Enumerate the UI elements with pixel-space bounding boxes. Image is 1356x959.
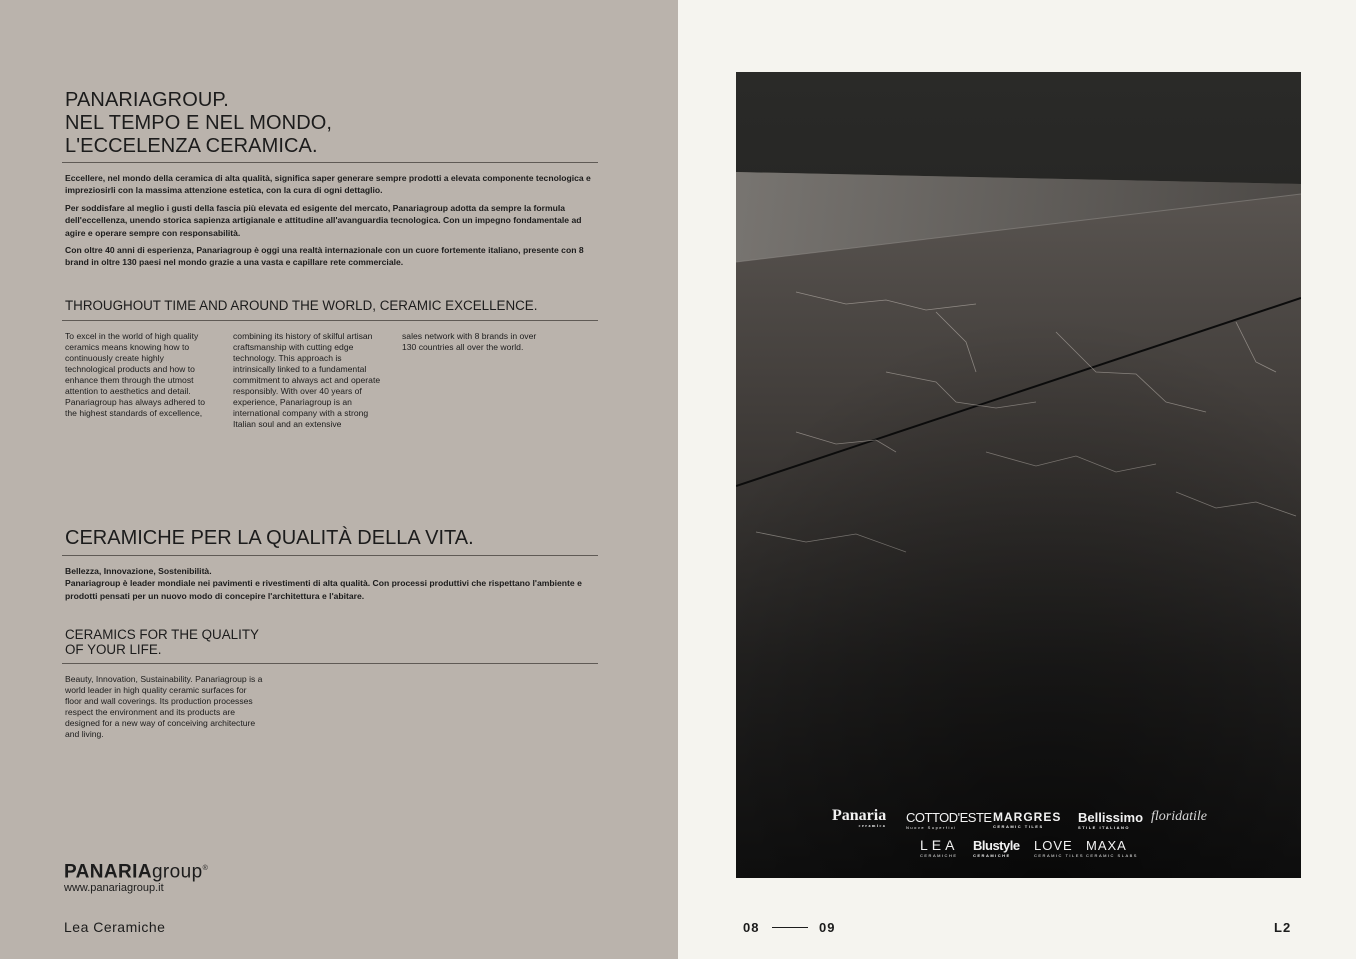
cottodeste-logo <box>906 810 992 830</box>
divider <box>62 320 598 321</box>
english-column: combining its history of skilful artisan craftsmanship with cutting edge technology. This approach is intrinsically linked to a fundamental commitment to always act and operate responsibly. With over 40 years of experience, Panariagroup is an international company with a strong Italian soul and an extensive <box>233 331 381 429</box>
quality-line: Bellezza, Innovazione, Sostenibilità. <box>65 566 212 576</box>
quality-line: Panariagroup è leader mondiale nei pavimenti e rivestimenti di alta qualità. Con processi produttivi che rispettano l'ambiente e prodotti pensati per un nuovo modo di concepire l'architettura e l'abitare. <box>65 578 582 601</box>
brand-name: floridatile <box>1151 809 1207 824</box>
love-logo <box>1034 838 1084 858</box>
brand-name: LEA <box>920 837 959 853</box>
brand-sub: CERAMIC TILES <box>1034 853 1085 858</box>
title-line: NEL TEMPO E NEL MONDO, <box>65 112 333 134</box>
title-line: PANARIAGROUP. <box>65 89 229 111</box>
margres-logo <box>993 810 1061 829</box>
maxa-logo <box>1086 838 1138 858</box>
lea-logo <box>920 837 958 858</box>
brand-sub: STILE ITALIANO <box>1078 825 1131 830</box>
blustyle-logo <box>973 838 1020 858</box>
website-link[interactable]: www.panariagroup.it <box>64 882 164 894</box>
title-line: L'ECCELENZA CERAMICA. <box>65 135 318 157</box>
intro-paragraph: Con oltre 40 anni di esperienza, Panariagroup è oggi una realtà internazionale con un cuore fortemente italiano, presente con 8 brand in oltre 130 paesi nel mondo grazie a una vasta e capillare rete commerciale. <box>65 245 584 268</box>
brand-sub: CERAMICHE <box>920 853 958 858</box>
brand-footer: Lea Ceramiche <box>64 919 166 935</box>
bellissimo-logo <box>1078 810 1143 830</box>
brand-name: COTTOD'ESTE <box>906 810 992 825</box>
page-number-right: 09 <box>819 920 836 935</box>
logo-light: group <box>151 861 203 883</box>
floridatile-logo <box>1151 809 1207 825</box>
divider <box>62 162 598 163</box>
brand-sub: CERAMIC TILES <box>993 824 1044 829</box>
intro-paragraph: Eccellere, nel mondo della ceramica di alta qualità, significa saper generare sempre prodotti a elevata componente tecnologica e impreziosirli con la massima attenzione estetica, con la cura di ogni dettaglio. <box>65 173 591 196</box>
quality-paragraph-en: Beauty, Innovation, Sustainability. Panariagroup is a world leader in high quality ceramic surfaces for floor and wall coverings. Its production processes respect the environment and its products are designed for a new way of conceiving architecture and living. <box>65 674 263 739</box>
quality-title: CERAMICHE PER LA QUALITÀ DELLA VITA. <box>65 527 474 549</box>
logo-mark: ® <box>202 865 209 872</box>
marble-floor-image <box>736 72 1301 878</box>
brand-name: Bellissimo <box>1078 810 1144 825</box>
english-column: To excel in the world of high quality ceramics means knowing how to continuously create highly technological products and how to enhance them through the utmost attention to aesthetics and detail. Panariagroup has always adhered to the highest standards of excellence, <box>65 331 205 418</box>
quality-heading-line: OF YOUR LIFE. <box>65 642 162 657</box>
brand-sub: Nuove Superfici <box>906 825 957 830</box>
quality-heading-en <box>65 627 259 657</box>
brand-name: MAXA <box>1086 838 1127 853</box>
brand-name: Panaria <box>832 807 887 824</box>
page-number-separator <box>772 927 808 928</box>
page-number-left: 08 <box>743 920 760 935</box>
brand-sub: ceramica <box>858 823 887 828</box>
brand-sub: CERAMICHE <box>973 853 1011 858</box>
brand-name: MARGRES <box>993 810 1062 824</box>
english-heading: THROUGHOUT TIME AND AROUND THE WORLD, CERAMIC EXCELLENCE. <box>65 298 538 313</box>
english-column: sales network with 8 brands in over 130 countries all over the world. <box>402 331 537 352</box>
page-code: L2 <box>1274 920 1292 935</box>
brand-name: LOVE <box>1034 838 1073 853</box>
brand-name: Blustyle <box>973 838 1020 853</box>
brand-sub: CERAMIC SLABS <box>1086 853 1138 858</box>
page-title <box>65 89 332 158</box>
panaria-logo <box>832 807 886 828</box>
marble-floor-photo <box>736 72 1301 878</box>
intro-paragraph: Per soddisfare al meglio i gusti della fascia più elevata ed esigente del mercato, Panariagroup adotta da sempre la formula dell'eccellenza, unendo storica sapienza artigianale e attitudine all'avanguardia tecnologica. Con un impegno fondamentale ad agire e operare sempre con responsabilità. <box>65 203 582 238</box>
quality-paragraph <box>65 565 595 602</box>
logo-bold: PANARIA <box>64 861 152 883</box>
quality-heading-line: CERAMICS FOR THE QUALITY <box>65 627 259 642</box>
divider <box>62 663 598 664</box>
panariagroup-logo <box>64 858 208 883</box>
divider <box>62 555 598 556</box>
